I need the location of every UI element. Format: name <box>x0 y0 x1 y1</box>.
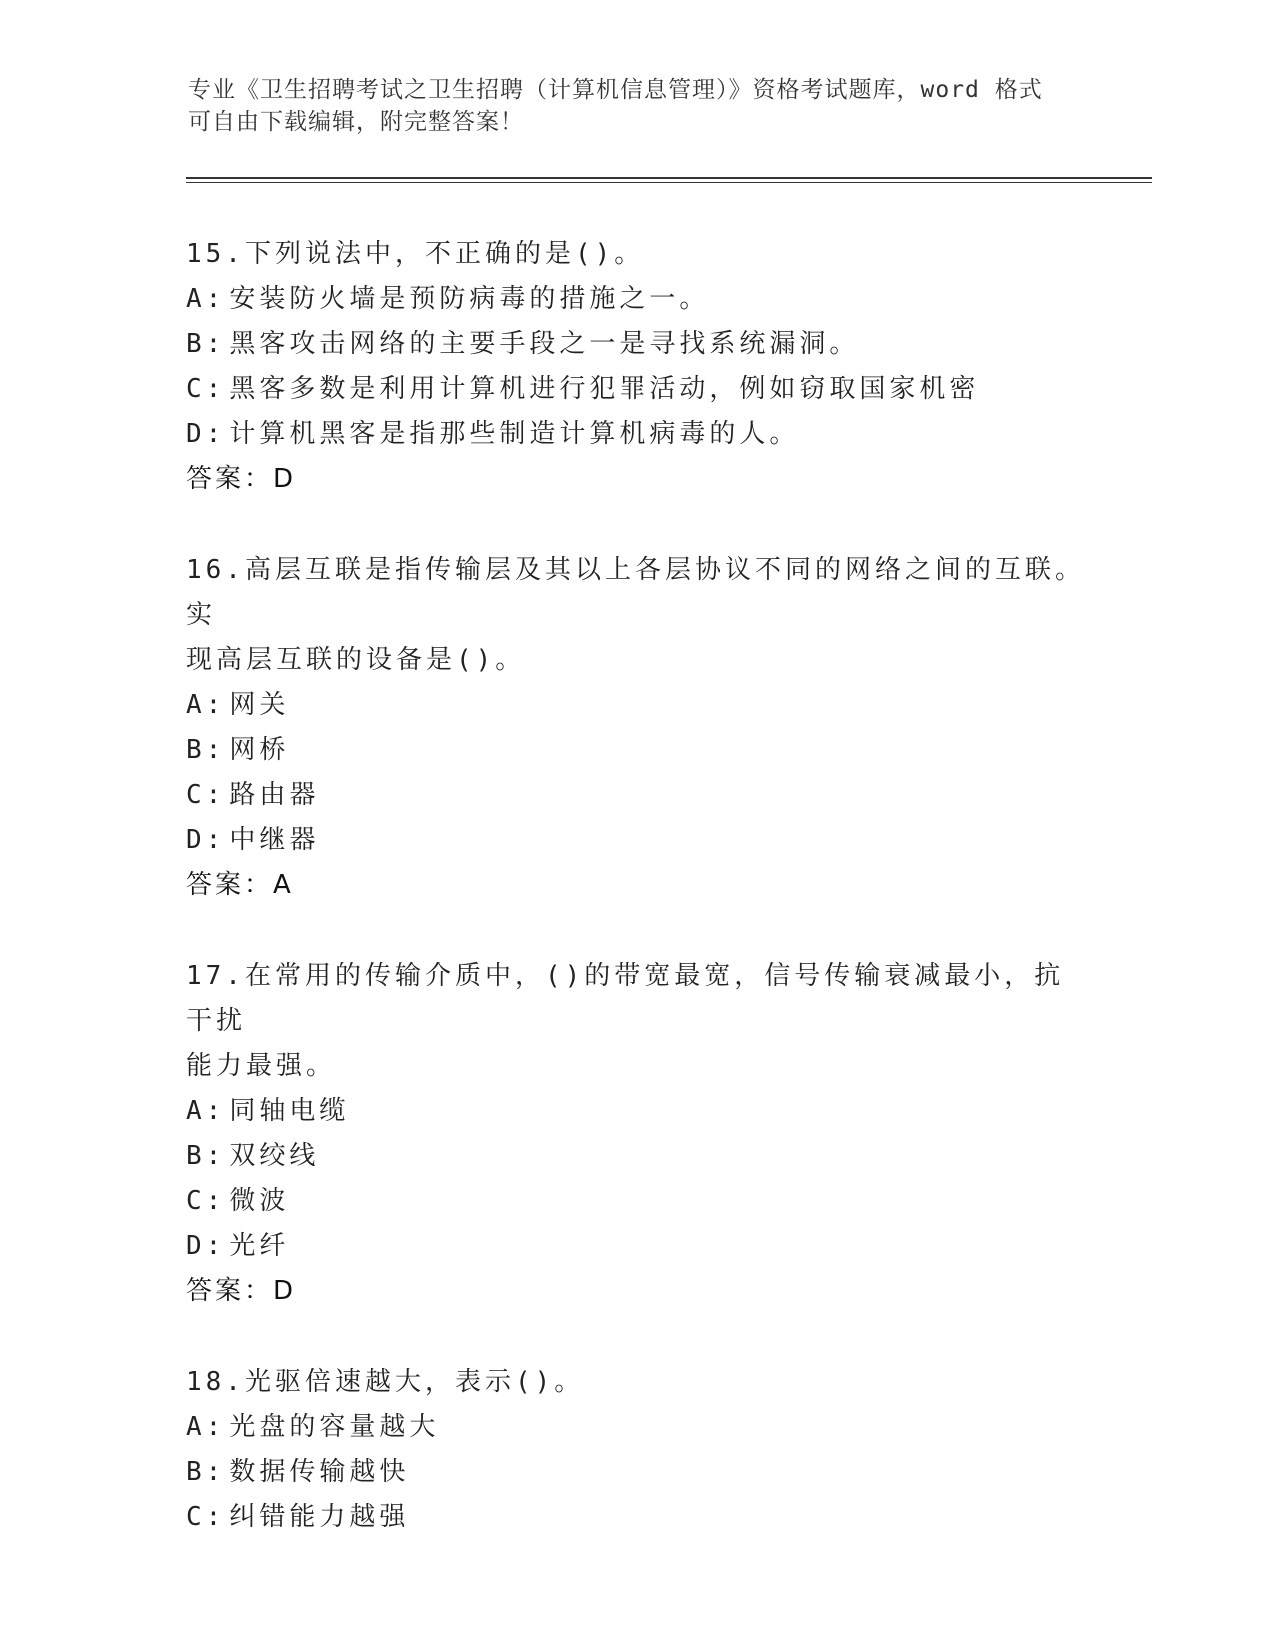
question-text: 15.下列说法中，不正确的是()。 <box>186 239 645 269</box>
question-15 <box>186 232 1086 502</box>
option-letter: A: <box>186 1412 226 1442</box>
option-letter: B: <box>186 329 226 359</box>
option-text: 光盘的容量越大 <box>229 1412 440 1442</box>
option-a <box>186 683 1086 728</box>
option-a <box>186 1405 1086 1450</box>
option-text: 黑客攻击网络的主要手段之一是寻找系统漏洞。 <box>229 329 860 359</box>
option-c <box>186 1495 1086 1540</box>
option-text: 网桥 <box>229 735 290 765</box>
option-text: 网关 <box>229 690 290 720</box>
question-text-line-1: 16.高层互联是指传输层及其以上各层协议不同的网络之间的互联。实 <box>186 555 1085 630</box>
option-b <box>186 728 1086 773</box>
question-text: 18.光驱倍速越大，表示()。 <box>186 1367 585 1397</box>
option-letter: B: <box>186 1457 226 1487</box>
question-text-line-1: 17.在常用的传输介质中，()的带宽最宽，信号传输衰减最小，抗干扰 <box>186 961 1065 1036</box>
header-rule-thin <box>186 182 1152 183</box>
option-text: 计算机黑客是指那些制造计算机病毒的人。 <box>229 419 800 449</box>
option-letter: B: <box>186 735 226 765</box>
option-letter: A: <box>186 690 226 720</box>
option-d <box>186 412 1086 457</box>
option-d <box>186 1224 1086 1269</box>
option-letter: B: <box>186 1141 226 1171</box>
question-text-line-2: 能力最强。 <box>186 1051 337 1081</box>
header-rule-thick <box>186 177 1152 179</box>
option-letter: C: <box>186 1186 226 1216</box>
option-text: 中继器 <box>229 825 320 855</box>
option-letter: A: <box>186 1096 226 1126</box>
header-line-1: 专业《卫生招聘考试之卫生招聘（计算机信息管理）》资格考试题库，word 格式 <box>188 77 1043 103</box>
question-17 <box>186 954 1086 1314</box>
option-letter: C: <box>186 780 226 810</box>
option-b <box>186 1450 1086 1495</box>
option-letter: C: <box>186 374 226 404</box>
option-text: 路由器 <box>229 780 320 810</box>
option-text: 微波 <box>229 1186 290 1216</box>
option-b <box>186 1134 1086 1179</box>
option-letter: C: <box>186 1502 226 1532</box>
option-a <box>186 277 1086 322</box>
option-text: 黑客多数是利用计算机进行犯罪活动，例如窃取国家机密 <box>229 374 980 404</box>
question-18 <box>186 1360 1086 1540</box>
question-list <box>186 232 1086 1586</box>
option-b <box>186 322 1086 367</box>
option-text: 双绞线 <box>229 1141 320 1171</box>
header-line-2: 可自由下载编辑，附完整答案！ <box>188 109 524 135</box>
question-text-line-2: 现高层互联的设备是()。 <box>186 645 526 675</box>
option-letter: D: <box>186 825 226 855</box>
answer-label: 答案：D <box>186 464 297 494</box>
option-text: 安装防火墙是预防病毒的措施之一。 <box>229 284 710 314</box>
answer-label: 答案：A <box>186 870 294 900</box>
option-d <box>186 818 1086 863</box>
option-c <box>186 1179 1086 1224</box>
option-c <box>186 367 1086 412</box>
option-letter: D: <box>186 1231 226 1261</box>
answer-label: 答案：D <box>186 1276 297 1306</box>
option-text: 数据传输越快 <box>229 1457 410 1487</box>
option-letter: A: <box>186 284 226 314</box>
option-letter: D: <box>186 419 226 449</box>
option-text: 同轴电缆 <box>229 1096 350 1126</box>
question-16 <box>186 548 1086 908</box>
option-c <box>186 773 1086 818</box>
option-text: 纠错能力越强 <box>229 1502 410 1532</box>
option-text: 光纤 <box>229 1231 290 1261</box>
option-a <box>186 1089 1086 1134</box>
document-header <box>188 74 1088 138</box>
